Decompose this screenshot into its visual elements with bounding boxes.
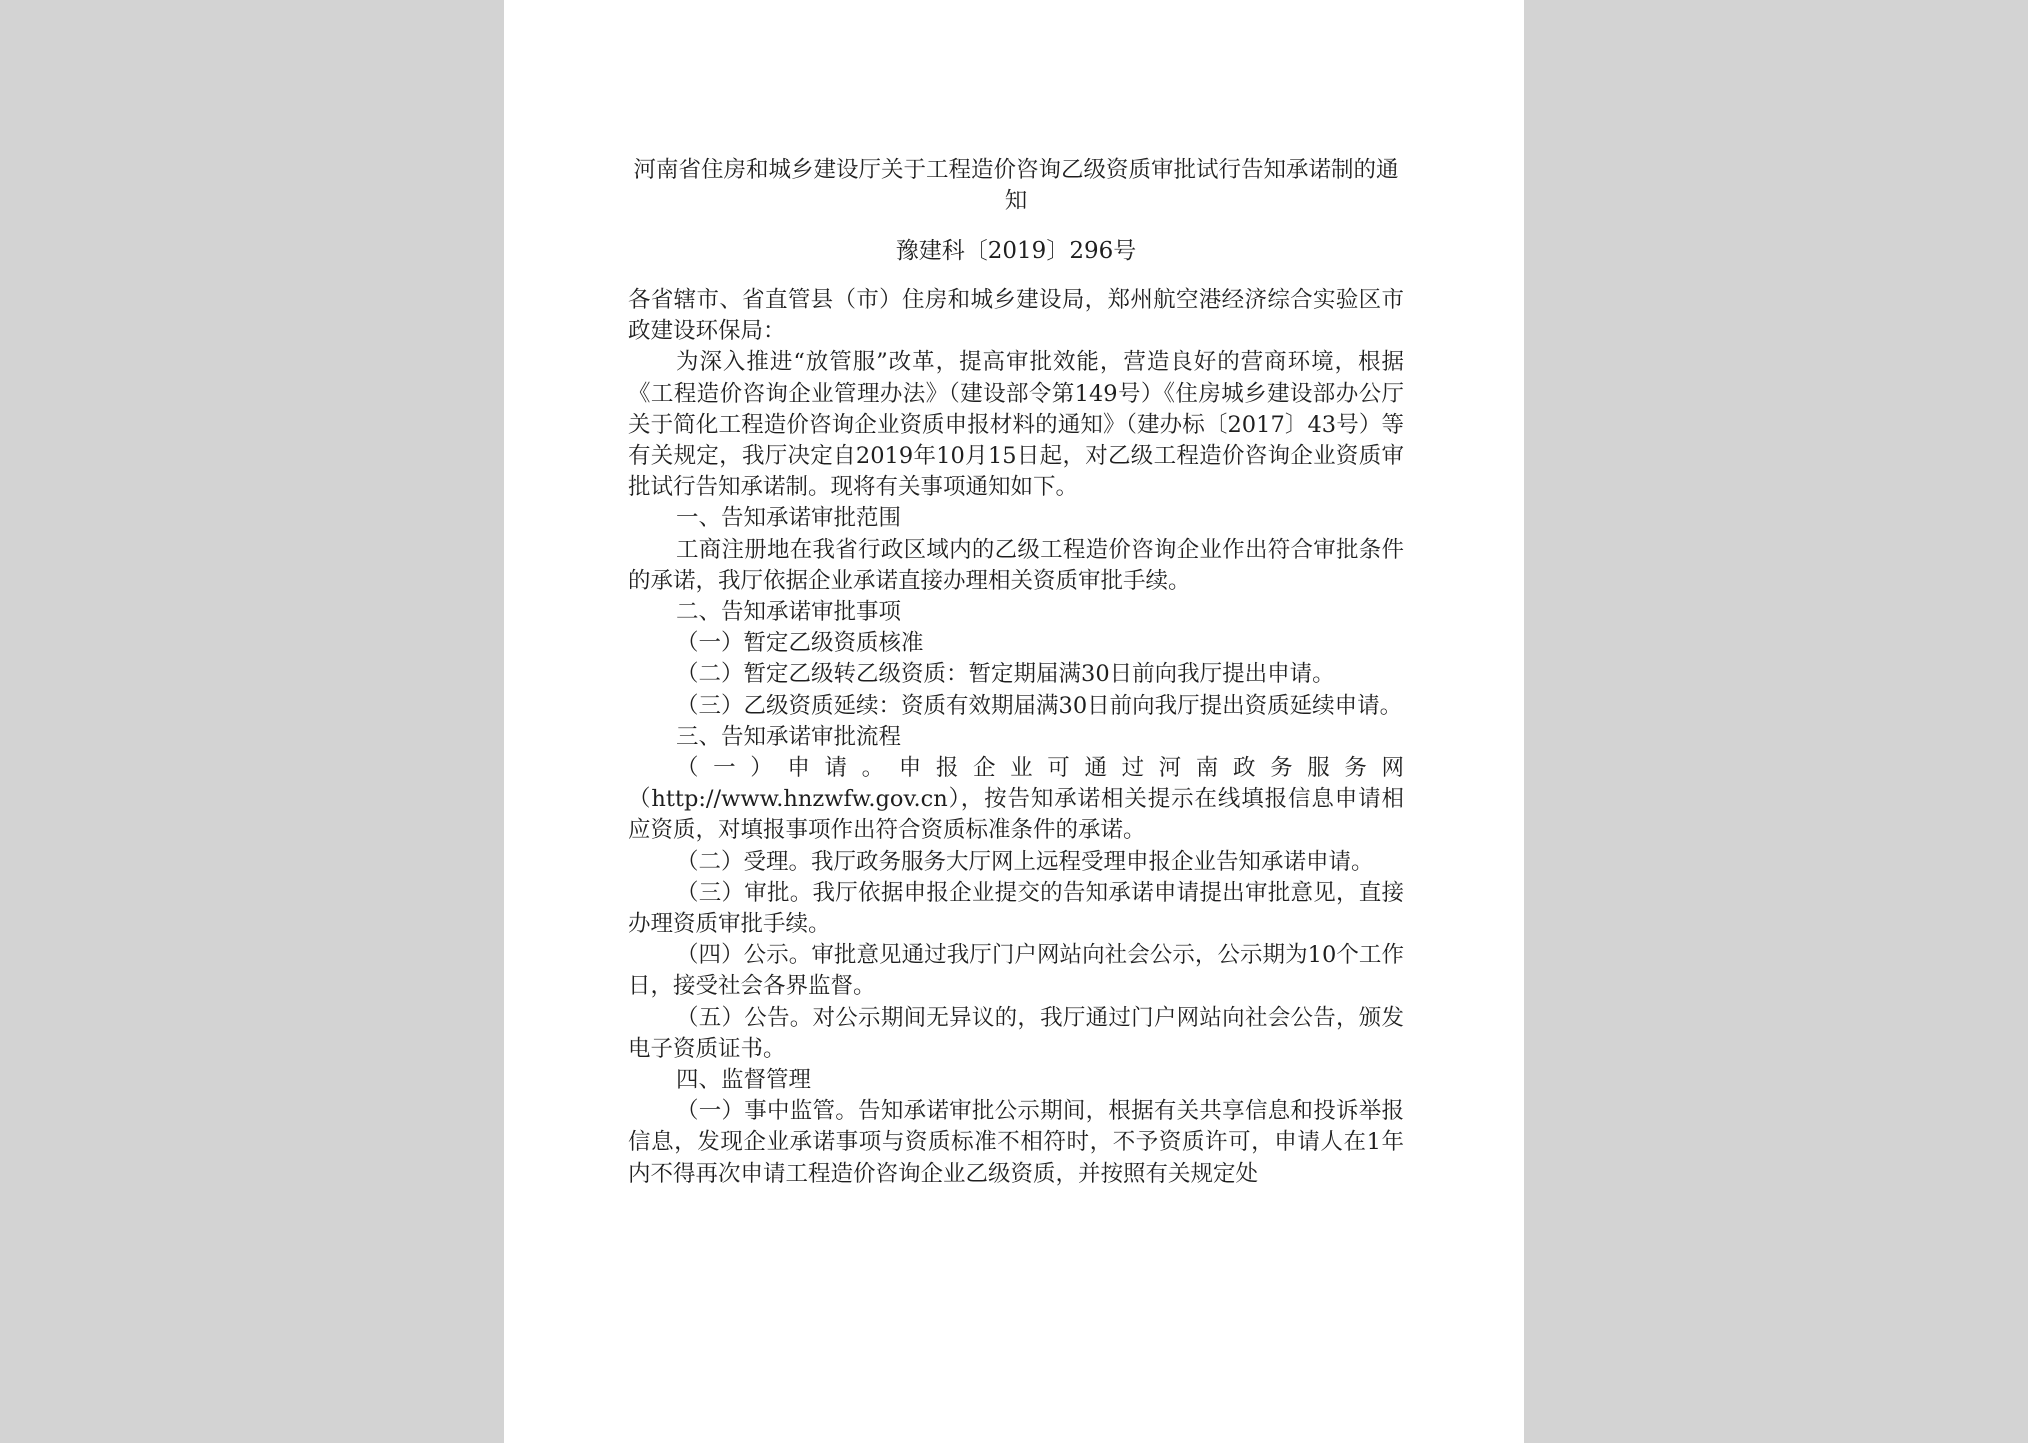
list-item: （二）受理。我厅政务服务大厅网上远程受理申报企业告知承诺申请。 <box>676 848 1374 875</box>
list-item: （一）事中监管。告知承诺审批公示期间，根据有关共享信息和投诉举报信息，发现企业承诺事项与资质标准不相符时，不予资质许可，申请人在1年内不得再次申请工程造价咨询企业乙级资质，并按照有关规定处 <box>628 1098 1404 1187</box>
list-item: （一）暂定乙级资质核准 <box>676 630 924 657</box>
document-content <box>628 155 1404 1190</box>
list-item: （三）审批。我厅依据申报企业提交的告知承诺申请提出审批意见，直接办理资质审批手续。 <box>628 879 1404 938</box>
document-number: 豫建科〔2019〕296号 <box>895 238 1137 264</box>
list-item: （一）申请。申报企业可通过河南政务服务网（http://www.hnzwfw.gov.cn），按告知承诺相关提示在线填报信息申请相应资质，对填报事项作出符合资质标准条件的承诺。 <box>628 755 1404 844</box>
section-heading: 三、告知承诺审批流程 <box>676 723 902 750</box>
document-page <box>504 0 1524 1443</box>
intro-paragraph: 为深入推进“放管服”改革，提高审批效能，营造良好的营商环境，根据《工程造价咨询企业管理办法》（建设部令第149号）《住房城乡建设部办公厅关于简化工程造价咨询企业资质申报材料的通知》（建办标〔2017〕43号）等有关规定，我厅决定自2019年10月15日起，对乙级工程造价咨询企业资质审批试行告知承诺制。现将有关事项通知如下。 <box>628 349 1404 501</box>
list-item: （三）乙级资质延续：资质有效期届满30日前向我厅提出资质延续申请。 <box>676 692 1403 719</box>
list-item: （二）暂定乙级转乙级资质：暂定期届满30日前向我厅提出申请。 <box>676 661 1335 688</box>
section-heading: 一、告知承诺审批范围 <box>676 505 902 532</box>
salutation: 各省辖市、省直管县（市）住房和城乡建设局，郑州航空港经济综合实验区市政建设环保局： <box>628 287 1404 345</box>
section-paragraph: 工商注册地在我省行政区域内的乙级工程造价咨询企业作出符合审批条件的承诺，我厅依据企业承诺直接办理相关资质审批手续。 <box>628 536 1404 594</box>
document-title: 河南省住房和城乡建设厅关于工程造价咨询乙级资质审批试行告知承诺制的通知 <box>633 157 1399 214</box>
list-item: （五）公告。对公示期间无异议的，我厅通过门户网站向社会公告，颁发电子资质证书。 <box>628 1004 1404 1062</box>
list-item: （四）公示。审批意见通过我厅门户网站向社会公示，公示期为10个工作日，接受社会各界监督。 <box>628 942 1404 1000</box>
section-heading: 二、告知承诺审批事项 <box>676 599 902 626</box>
section-heading: 四、监督管理 <box>676 1067 812 1094</box>
